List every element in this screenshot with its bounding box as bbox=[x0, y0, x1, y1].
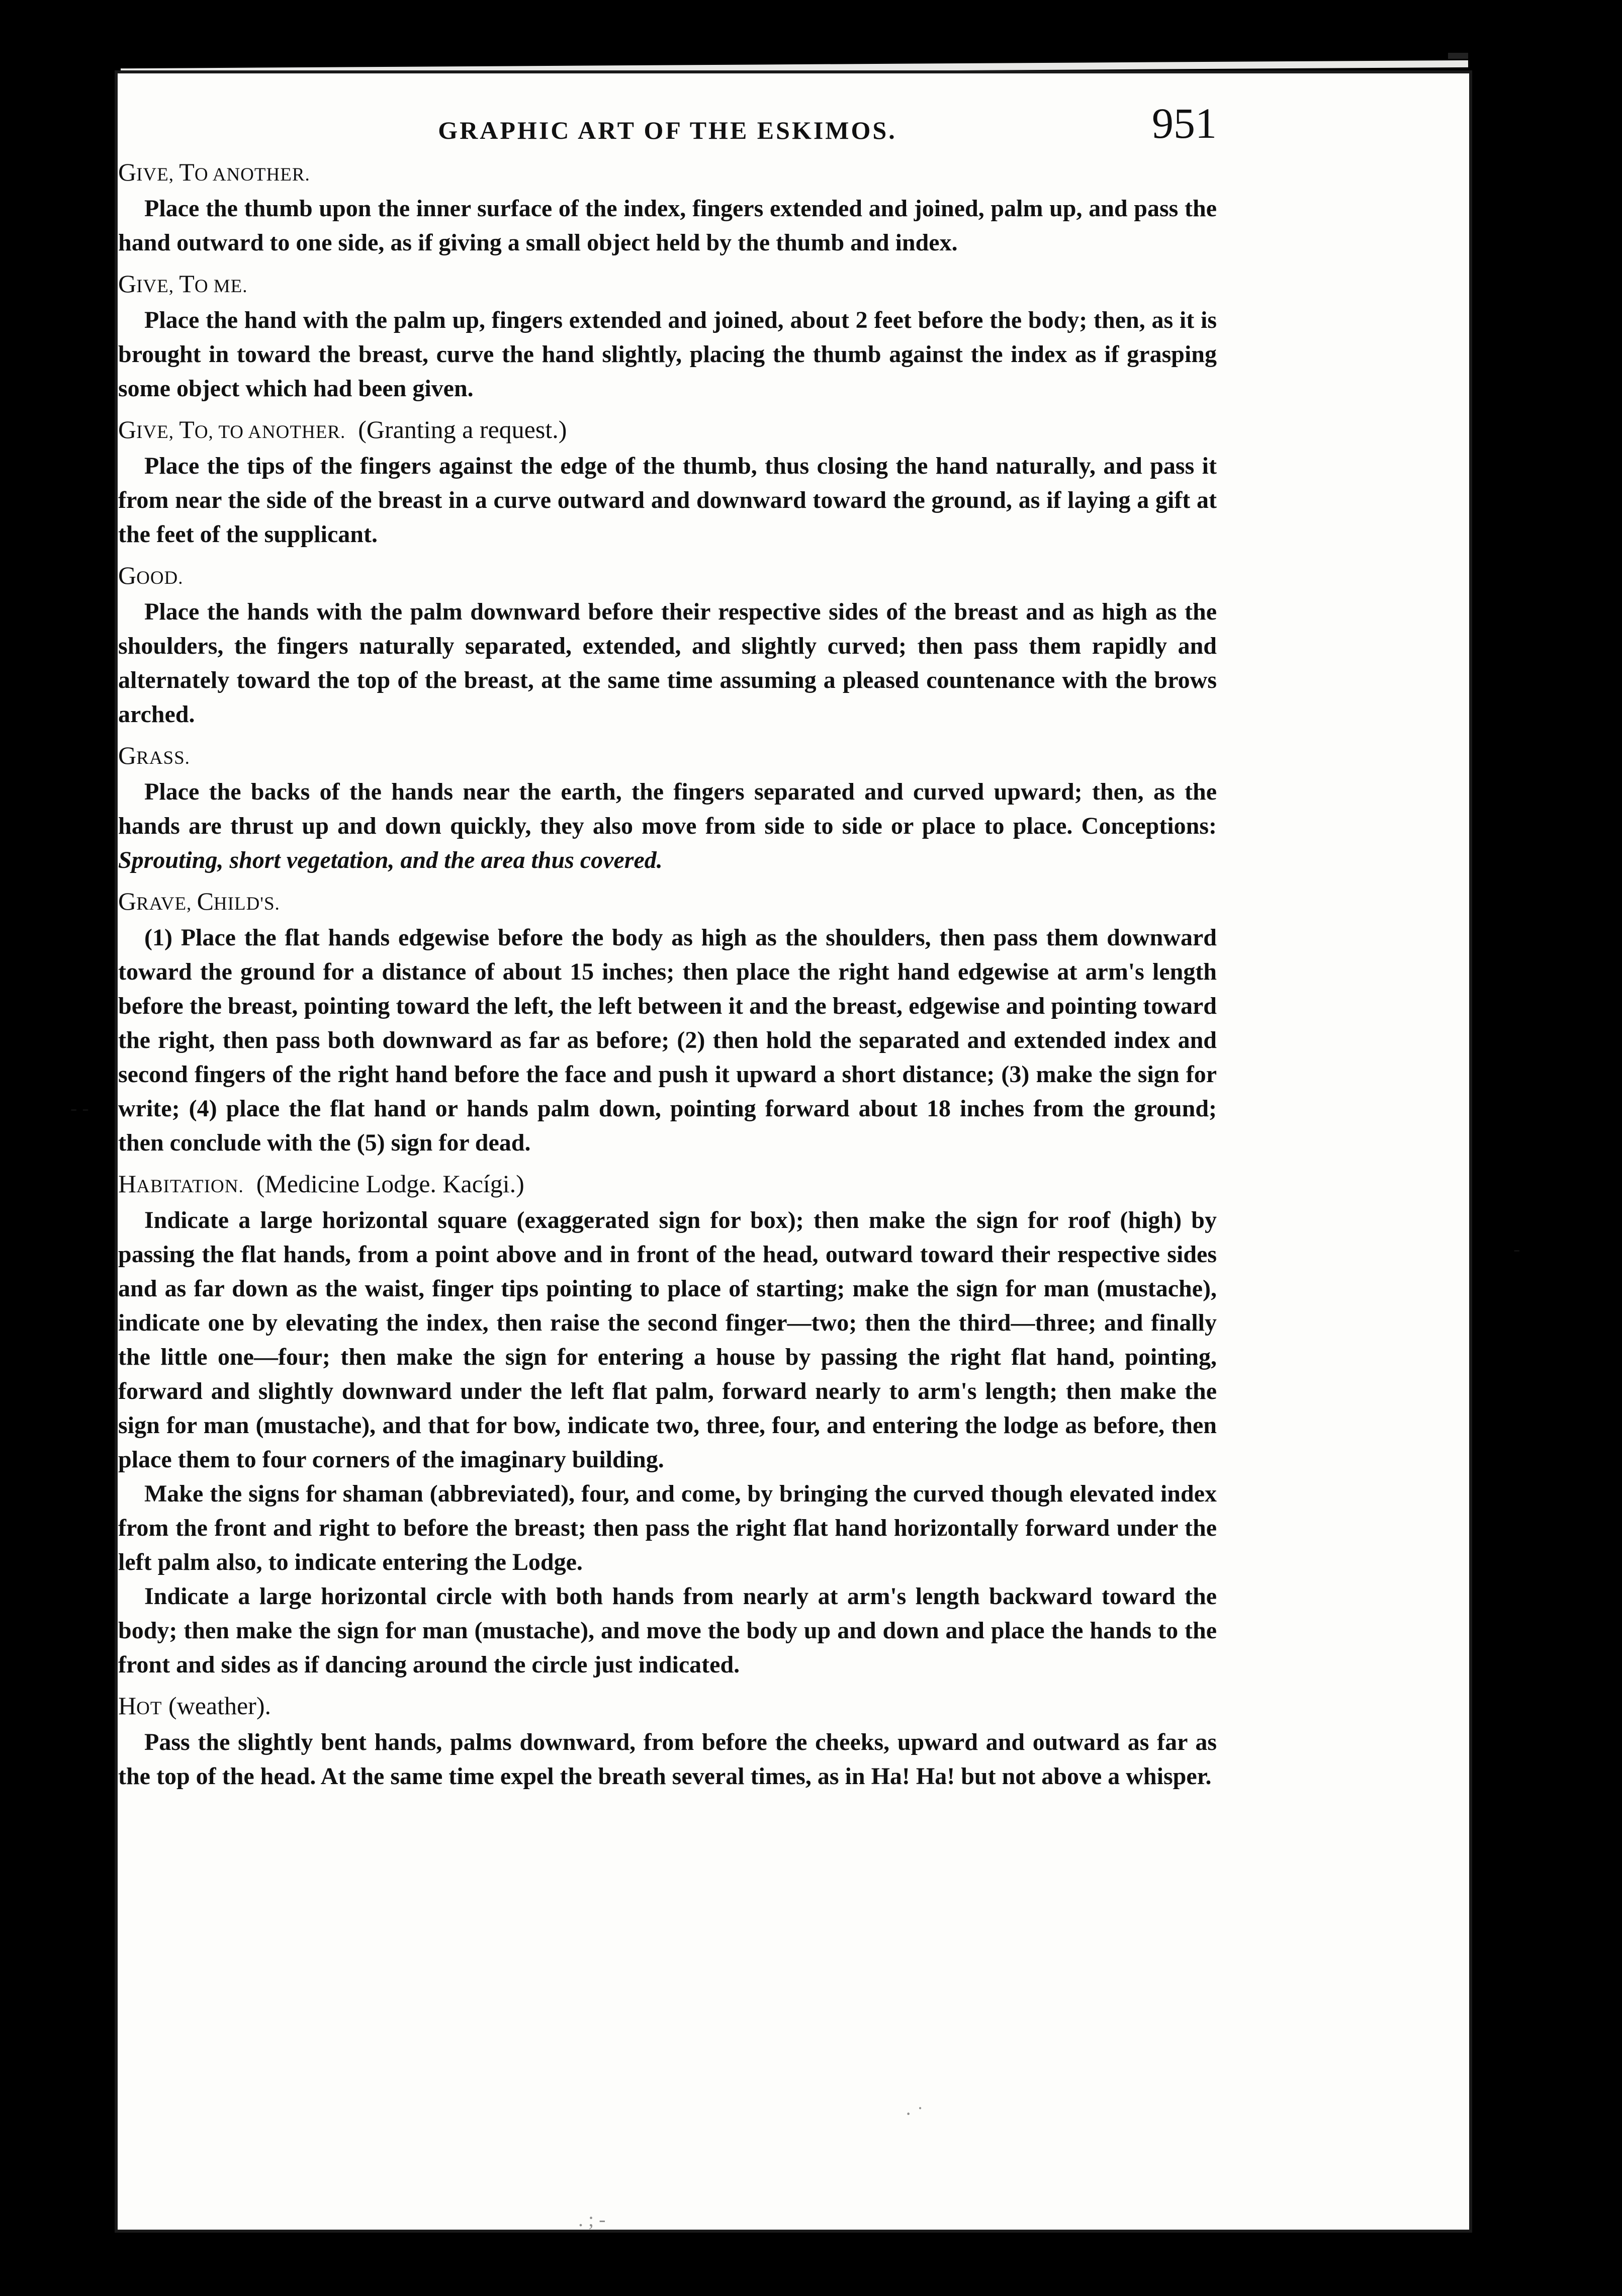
entry-paragraph: Place the hand with the palm up, fingers extended and joined, about 2 feet before the body; then, as it is brought in toward the breast, curve the hand slightly, placing the thumb against the index as if grasping some object which had been given. bbox=[118, 307, 1217, 402]
heading-small-caps: IVE, bbox=[136, 276, 179, 297]
entry-paragraph: (1) Place the flat hands edgewise before the body as high as the shoulders, then pass them downward toward the ground for a distance of about 15 inches; then place the right hand edgewise at arm's length before the breast, pointing toward the left, the left between it and the breast, edgewise and pointing toward the right, then pass both downward as far as before; (2) then hold the separated and extended index and second fingers of the right hand before the face and push it upward a short distance; (3) make the sign for write; (4) place the flat hand or hands palm down, pointing forward about 18 inches from the ground; then conclude with the (5) sign for dead. bbox=[118, 924, 1217, 1156]
heading-cap: H bbox=[118, 1170, 137, 1198]
heading-small-caps: HILD'S. bbox=[213, 894, 280, 914]
paragraph-text: Place the backs of the hands near the earth, the fingers separated and curved upward; then, as the hands are thrust up and down quickly, they also move from side to side or place to place. Conceptions: bbox=[118, 778, 1217, 839]
heading-cap: G bbox=[118, 741, 137, 769]
heading-small-caps: OT bbox=[136, 1698, 162, 1719]
heading-cap: G bbox=[118, 561, 137, 589]
scan-speck: ▬ bbox=[1448, 41, 1468, 63]
entry-grass bbox=[118, 739, 1217, 877]
entry-hot-weather bbox=[118, 1689, 1217, 1794]
heading-cap: G bbox=[118, 270, 137, 298]
entry-give-to-me bbox=[118, 267, 1217, 406]
entry-paragraph bbox=[118, 775, 1217, 877]
heading-note: (weather). bbox=[168, 1692, 271, 1720]
entry-habitation bbox=[118, 1167, 1217, 1682]
heading-small-caps: OOD. bbox=[136, 568, 184, 588]
entry-heading bbox=[118, 559, 1217, 595]
entry-heading bbox=[118, 739, 1217, 775]
entry-grave-childs bbox=[118, 885, 1217, 1160]
heading-cap: T bbox=[179, 270, 195, 298]
heading-small-caps: O, TO ANOTHER. bbox=[194, 422, 346, 443]
entry-paragraph: Make the signs for shaman (abbreviated), four, and come, by bringing the curved though elevated index from the front and right to before the breast; then pass the right flat hand horizontally forward under the left palm also, to indicate entering the Lodge. bbox=[118, 1480, 1217, 1575]
heading-cap: G bbox=[118, 415, 137, 444]
conceptions-italic: Sprouting, short vegetation, and the area thus covered. bbox=[118, 847, 663, 873]
entry-give-to-another bbox=[118, 155, 1217, 260]
header-title: GRAPHIC ART OF THE ESKIMOS. bbox=[438, 116, 897, 144]
page-number: 951 bbox=[1152, 99, 1217, 147]
heading-small-caps: RASS. bbox=[136, 748, 190, 768]
heading-small-caps: O ME. bbox=[194, 276, 248, 297]
heading-cap: T bbox=[179, 158, 195, 186]
page-content bbox=[118, 88, 1217, 1794]
heading-cap: G bbox=[118, 158, 137, 186]
scan-speck: . ; - bbox=[578, 2208, 606, 2231]
scan-speck: - bbox=[1513, 1238, 1520, 1260]
entry-paragraph: Place the tips of the fingers against the edge of the thumb, thus closing the hand naturally, and pass it from near the side of the breast in a curve outward and downward toward the ground, as if laying a gift at the feet of the supplicant. bbox=[118, 453, 1217, 548]
scan-speck: - - bbox=[70, 1097, 89, 1119]
heading-cap: C bbox=[197, 887, 214, 915]
heading-small-caps: IVE, bbox=[136, 422, 179, 443]
entry-heading bbox=[118, 155, 1217, 192]
entry-paragraph: Indicate a large horizontal circle with both hands from nearly at arm's length backward toward the body; then make the sign for man (mustache), and move the body up and down and place the hands to the front and sides as if dancing around the circle just indicated. bbox=[118, 1583, 1217, 1678]
heading-small-caps: IVE, bbox=[136, 164, 179, 185]
heading-small-caps: ABITATION. bbox=[136, 1176, 244, 1197]
entry-good bbox=[118, 559, 1217, 732]
scan-speck: · ˙ bbox=[905, 2102, 924, 2125]
entry-give-granting-request bbox=[118, 413, 1217, 552]
entry-heading bbox=[118, 413, 1217, 449]
entry-heading bbox=[118, 1689, 1217, 1725]
heading-small-caps: RAVE, bbox=[136, 894, 197, 914]
heading-note: (Medicine Lodge. Kacígi.) bbox=[256, 1170, 524, 1198]
entry-heading bbox=[118, 885, 1217, 921]
entry-heading bbox=[118, 1167, 1217, 1203]
entry-paragraph: Pass the slightly bent hands, palms downward, from before the cheeks, upward and outward as far as the top of the head. At the same time expel the breath several times, as in Ha! Ha! but not above a whisper. bbox=[118, 1729, 1217, 1790]
running-header bbox=[118, 88, 1217, 148]
entry-paragraph: Place the hands with the palm downward before their respective sides of the breast and as high as the shoulders, the fingers naturally separated, extended, and slightly curved; then pass them rapidly and alternately toward the top of the breast, at the same time assuming a pleased countenance with the brows arched. bbox=[118, 598, 1217, 728]
entry-paragraph: Indicate a large horizontal square (exaggerated sign for box); then make the sign for roof (high) by passing the flat hands, from a point above and in front of the head, outward toward their respective sides and as far down as the waist, finger tips pointing to place of starting; make the sign for man (mustache), indicate one by elevating the index, then raise the second finger—two; then the third—three; and finally the little one—four; then make the sign for entering a house by passing the right flat hand, pointing, forward and slightly downward under the left flat palm, forward nearly to arm's length; then make the sign for man (mustache), and that for bow, indicate two, three, four, and entering the lodge as before, then place them to four corners of the imaginary building. bbox=[118, 1207, 1217, 1473]
heading-small-caps: O ANOTHER. bbox=[194, 164, 310, 185]
entry-paragraph: Place the thumb upon the inner surface of the index, fingers extended and joined, palm up, and pass the hand outward to one side, as if giving a small object held by the thumb and index. bbox=[118, 195, 1217, 256]
heading-cap: H bbox=[118, 1692, 137, 1720]
heading-note: (Granting a request.) bbox=[358, 415, 567, 444]
heading-cap: T bbox=[179, 415, 195, 444]
heading-cap: G bbox=[118, 887, 137, 915]
entry-heading bbox=[118, 267, 1217, 303]
